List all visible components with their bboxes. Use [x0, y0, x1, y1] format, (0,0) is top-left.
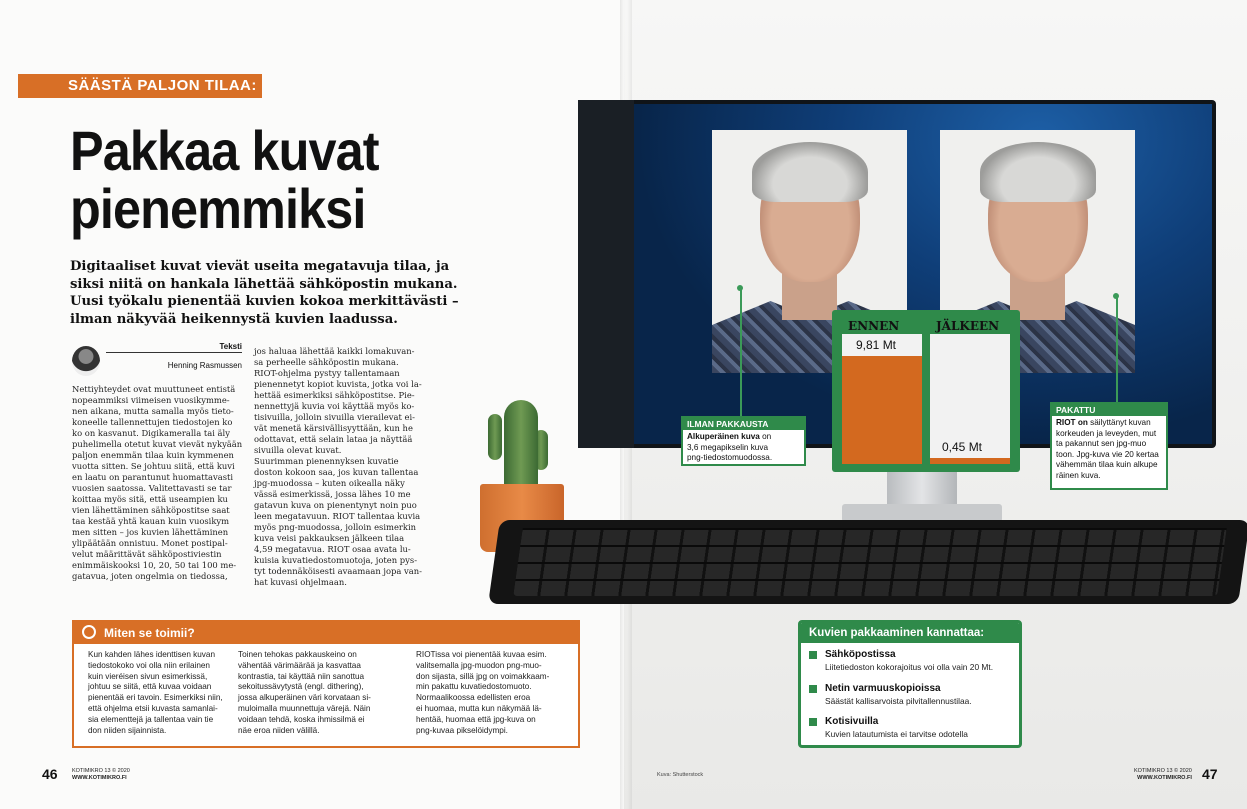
- gear-icon: [82, 625, 96, 639]
- chart-category-label: ENNEN: [848, 319, 900, 333]
- author-name: Henning Rasmussen: [167, 361, 242, 370]
- text-line: vuosien saatossa. Valitettavasti se tar: [72, 483, 232, 493]
- text-line: johtuu se siitä, että kuvaa voidaan: [88, 682, 212, 692]
- text-line: RIOTissa voi pienentää kuvaa esim.: [416, 650, 547, 659]
- text-line: muloimalla muunnettuja värejä. Näin: [238, 703, 371, 713]
- callout-before-body: [683, 430, 804, 466]
- text-line: puhelimella otetut kuvat vievät nykyään: [72, 439, 243, 449]
- kicker-banner: SÄÄSTÄ PALJON TILAA:: [18, 74, 262, 98]
- leader-line-after: [1116, 296, 1118, 402]
- callout-before-line: 3,6 megapikselin kuva: [687, 442, 769, 452]
- photo-credit: Kuva: Shutterstock: [657, 772, 704, 778]
- author-label: Teksti: [219, 342, 242, 351]
- text-line: pienentää eri tavoin. Esimerkiksi niin,: [88, 693, 223, 703]
- callout-after-body: [1052, 416, 1166, 483]
- benefit-title: Netin varmuuskopioissa: [825, 683, 941, 694]
- title-line: pienemmiksi: [70, 177, 366, 240]
- text-line: kontrastia, tai käyttää niin sanottua: [238, 671, 365, 681]
- text-line: odottavat, että selain lataa ja näyttää: [254, 434, 413, 444]
- bar-value-after: 0,45 Mt: [942, 440, 983, 454]
- text-line: men sitten – jos kuvien lähettäminen: [72, 527, 229, 537]
- text-line: en laatu on parantunut huomattavasti: [72, 472, 234, 482]
- text-line: vuotta sitten. Se johtuu siitä, että kuvi: [72, 461, 235, 471]
- text-line: tiedostokoko voi olla niin erilainen: [88, 660, 210, 670]
- benefits-box: [798, 620, 1022, 748]
- text-line: gatavua, joten ongelmia on tiedossa,: [72, 571, 228, 581]
- title-line: Pakkaa kuvat: [70, 119, 379, 182]
- text-line: sekoitussävytystä (engl. dithering),: [238, 682, 364, 692]
- text-line: sivuilla olevat kuvat.: [254, 445, 342, 455]
- hair: [752, 142, 868, 202]
- author-avatar: [72, 346, 100, 376]
- text-line: jpg-muodossa – kuten oikealla näky: [254, 478, 405, 488]
- callout-after-text: säilyttänyt kuvan: [1090, 418, 1151, 427]
- text-line: jos haluaa lähettää kaikki lomakuvan-: [254, 346, 415, 356]
- bullet-square: [809, 685, 817, 693]
- lead-paragraph: [70, 258, 459, 328]
- text-line: hat kuvasi ohjelmaan.: [254, 577, 347, 587]
- benefit-desc: Liitetiedoston kokorajoitus voi olla vain 20 Mt.: [825, 662, 994, 672]
- text-line: don sijasta, sillä jpg on voimakkaam-: [416, 671, 550, 681]
- text-line: vässä esimerkissä, jossa lähes 10 me: [254, 489, 411, 499]
- bullet-square: [809, 718, 817, 726]
- magazine-info-left: [72, 768, 130, 782]
- text-line: ko on kasvanut. Digikameralla tai äly: [72, 428, 230, 438]
- text-line: koneelle tallennettujen tiedostojen ko: [72, 417, 233, 427]
- text-line: kuin vieréisen sivun esimerkissä,: [88, 671, 208, 681]
- benefit-desc: Säästät kallisarvoista pilvitallennustilaa.: [825, 696, 972, 706]
- text-line: vät menetä kärsivällisyyttään, kun he: [254, 423, 413, 433]
- text-line: nopeammiksi viimeisen vuosikymme-: [72, 395, 230, 405]
- callout-after-header: PAKATTU: [1052, 404, 1166, 416]
- text-line: paljon enemmän tilaa kuin kymmenen: [72, 450, 234, 460]
- cactus-arm: [488, 414, 502, 460]
- byline-rule: [106, 352, 242, 353]
- text-line: voidaan tehdä, koska ihmissilmä ei: [238, 714, 365, 724]
- text-line: hettää esimerkiksi sähköpostitse. Pie-: [254, 390, 415, 400]
- leader-dot-after: [1113, 293, 1119, 299]
- lead-line: Uusi työkalu pienentää kuvien kokoa merkittävästi –: [70, 294, 459, 309]
- text-line: tyt todennäköisesti avaamaan jopa van-: [254, 566, 422, 576]
- text-line: don niiden sijainnista.: [88, 725, 167, 735]
- callout-after-line: räinen kuva.: [1056, 470, 1101, 480]
- magazine-issue: KOTIMIKRO 13 © 2020: [1134, 768, 1192, 774]
- leader-line-before: [740, 288, 742, 416]
- magazine-url: WWW.KOTIMIKRO.FI: [72, 775, 127, 781]
- how-it-works-header: [74, 622, 578, 644]
- benefits-title: Kuvien pakkaaminen kannattaa:: [801, 623, 1019, 643]
- callout-after-line: [1056, 418, 1162, 429]
- leader-dot-before: [737, 285, 743, 291]
- text-line: kuva veisi pakkauksen jälkeen tilaa: [254, 533, 405, 543]
- text-line: Kun kahden lähes identtisen kuvan: [88, 650, 215, 659]
- callout-after-line: toon. Jpg-kuva vie 20 kertaa: [1056, 449, 1159, 459]
- text-line: kuisia kuvatiedostomuotoja, joten pys-: [254, 555, 418, 565]
- bar-before: [842, 356, 922, 464]
- text-line: valitsemalla jpg-muodon png-muo-: [416, 660, 542, 670]
- bullet-square: [809, 651, 817, 659]
- text-line: doston kokoon saa, jos kuvan tallentaa: [254, 467, 419, 477]
- benefit-desc: Kuvien latautumista ei tarvitse odotella: [825, 729, 968, 739]
- text-line: sa perheelle sähköpostin mukana.: [254, 357, 399, 367]
- lead-line: siksi niitä on hankala lähettää sähköpostin mukana.: [70, 276, 458, 292]
- text-line: näe eroa niiden välillä.: [238, 725, 320, 735]
- cactus-plant: [504, 400, 538, 490]
- body-column-2: [254, 346, 426, 588]
- callout-before-bold: Alkuperäinen kuva: [687, 432, 760, 441]
- how-it-works-col-2: [238, 650, 371, 736]
- page-number-left: 46: [42, 766, 58, 782]
- chart-category-label: JÄLKEEN: [936, 319, 1000, 333]
- text-line: vähentää värimäärää ja kasvattaa: [238, 660, 361, 670]
- monitor-back: [578, 100, 634, 448]
- callout-before-header: ILMAN PAKKAUSTA: [683, 418, 804, 430]
- callout-before-text: on: [762, 432, 772, 441]
- callout-before-line: [687, 432, 800, 443]
- text-line: ei huomaa, mutta kun näkymää lä-: [416, 703, 542, 713]
- magazine-info-right: [1134, 768, 1192, 782]
- body-column-1: [72, 384, 244, 582]
- benefit-title: Sähköpostissa: [825, 649, 896, 660]
- keyboard-key-rows: [513, 528, 1227, 596]
- text-line: min pakattu kuvatiedostomuoto.: [416, 682, 532, 692]
- author-byline: [72, 344, 242, 380]
- benefit-title: Kotisivuilla: [825, 716, 879, 727]
- text-line: Normaalikoossa edellisten eroa: [416, 693, 531, 703]
- lead-line: ilman näkyvää heikennystä kuvien laadussa.: [70, 311, 398, 327]
- text-line: gatavun kuva on pienentynyt noin puo: [254, 500, 417, 510]
- lead-line: Digitaaliset kuvat vievät useita megatavuja tilaa, ja: [70, 259, 450, 274]
- callout-after-line: ta pakannut sen jpg-muo: [1056, 439, 1147, 448]
- text-line: nen aikana, mutta samalla myös tieto-: [72, 406, 234, 416]
- text-line: Suurimman pienennyksen kuvatie: [254, 456, 399, 466]
- text-line: enimmäiskooksi 10, 20, 50 tai 100 me-: [72, 560, 237, 570]
- page-number-right: 47: [1202, 766, 1218, 782]
- text-line: hentää, huomaa että jpg-kuva on: [416, 714, 536, 724]
- text-line: Nettiyhteydet ovat muuttuneet entistä: [72, 384, 236, 394]
- how-it-works-title: Miten se toimii?: [104, 626, 195, 640]
- magazine-issue: KOTIMIKRO 13 © 2020: [72, 768, 130, 774]
- bar-after: [930, 458, 1010, 464]
- text-line: taa kestää yhtä kauan kuin vuosikym: [72, 516, 230, 526]
- callout-after-line: korkeuden ja leveyden, mut: [1056, 428, 1157, 438]
- text-line: vien lähettäminen sähköpostitse saat: [72, 505, 230, 515]
- text-line: velut määrittävät sähköpostiviestin: [72, 549, 222, 559]
- text-line: png-kuvaa pikselöidympi.: [416, 725, 508, 735]
- size-comparison-chart: [832, 310, 1020, 472]
- bar-value-before: 9,81 Mt: [856, 338, 897, 352]
- article-title: [70, 119, 379, 240]
- text-line: jossa alkuperäinen väri korvataan si-: [238, 693, 371, 703]
- text-line: 4,59 megatavua. RIOT osaa avata lu-: [254, 544, 411, 554]
- text-line: myös png-muodossa, jolloin esimerkin: [254, 522, 417, 532]
- text-line: ylipäätään onnistuu. Monet postipal-: [72, 538, 228, 548]
- how-it-works-col-3: [416, 650, 549, 736]
- magazine-url: WWW.KOTIMIKRO.FI: [1137, 775, 1192, 781]
- text-line: tisivuilla, jolloin sivuilla vierailevat ei-: [254, 412, 415, 422]
- callout-before: [681, 416, 806, 466]
- text-line: nennettyjä kuvia voi käyttää myös ko-: [254, 401, 415, 411]
- callout-after: [1050, 402, 1168, 490]
- text-line: että ohjelma etsii kuvasta samanlai-: [88, 703, 218, 713]
- text-line: sia elementtejä ja tallentaa vain tie: [88, 714, 214, 724]
- callout-after-bold: RIOT on: [1056, 418, 1088, 427]
- how-it-works-col-1: [88, 650, 223, 736]
- text-line: RIOT-ohjelma pystyy tallentamaan: [254, 368, 400, 378]
- callout-before-line: png-tiedostomuodossa.: [687, 453, 773, 462]
- text-line: koittaa myös sitä, että useampien ku: [72, 494, 228, 504]
- how-it-works-box: [72, 620, 580, 748]
- callout-after-line: vähemmän tilaa kuin alkupe: [1056, 460, 1158, 469]
- hair: [980, 142, 1096, 202]
- text-line: pienennetyt kopiot kuvista, jotka voi la-: [254, 379, 422, 389]
- text-line: Toinen tehokas pakkauskeino on: [238, 650, 357, 659]
- text-line: leen megatavuun. RIOT tallentaa kuvia: [254, 511, 421, 521]
